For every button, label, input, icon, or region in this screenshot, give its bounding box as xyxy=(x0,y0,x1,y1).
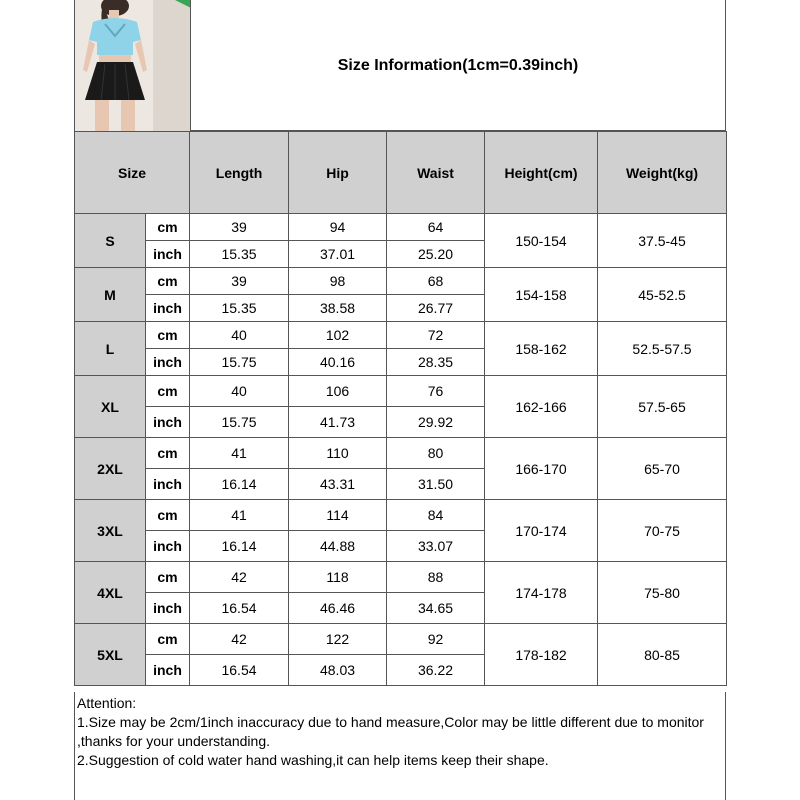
height-range: 178-182 xyxy=(485,624,598,686)
chart-title: Size Information(1cm=0.39inch) xyxy=(337,56,579,74)
table-row xyxy=(75,438,727,469)
length-cm-value: 42 xyxy=(190,624,289,655)
size-rows xyxy=(75,214,727,686)
unit-cm-label: cm xyxy=(146,438,190,469)
length-inch-value: 15.75 xyxy=(190,407,289,438)
waist-inch-value: 36.22 xyxy=(387,655,485,686)
table-row xyxy=(75,376,727,407)
height-range: 170-174 xyxy=(485,500,598,562)
hip-inch-value: 43.31 xyxy=(289,469,387,500)
waist-cm-value: 88 xyxy=(387,562,485,593)
attention-line-3: 2.Suggestion of cold water hand washing,it can help items keep their shape. xyxy=(77,752,549,768)
hip-inch-value: 37.01 xyxy=(289,241,387,268)
weight-range: 80-85 xyxy=(598,624,727,686)
unit-cm-label: cm xyxy=(146,268,190,295)
weight-range: 57.5-65 xyxy=(598,376,727,438)
waist-inch-value: 29.92 xyxy=(387,407,485,438)
unit-inch-label: inch xyxy=(146,349,190,376)
waist-cm-value: 76 xyxy=(387,376,485,407)
column-header-length: Length xyxy=(190,132,289,214)
table-row xyxy=(75,562,727,593)
column-header-size: Size xyxy=(75,132,190,214)
table-row xyxy=(75,500,727,531)
weight-range: 70-75 xyxy=(598,500,727,562)
waist-cm-value: 64 xyxy=(387,214,485,241)
size-label: 3XL xyxy=(75,500,146,562)
unit-cm-label: cm xyxy=(146,322,190,349)
column-header-hip: Hip xyxy=(289,132,387,214)
hip-cm-value: 102 xyxy=(289,322,387,349)
length-cm-value: 39 xyxy=(190,214,289,241)
waist-inch-value: 25.20 xyxy=(387,241,485,268)
size-label: L xyxy=(75,322,146,376)
hip-cm-value: 114 xyxy=(289,500,387,531)
unit-inch-label: inch xyxy=(146,241,190,268)
size-label: 2XL xyxy=(75,438,146,500)
product-photo xyxy=(75,0,191,131)
attention-line-1: 1.Size may be 2cm/1inch inaccuracy due to hand measure,Color may be little different due to monitor xyxy=(77,714,704,730)
waist-cm-value: 72 xyxy=(387,322,485,349)
length-cm-value: 41 xyxy=(190,500,289,531)
hip-inch-value: 44.88 xyxy=(289,531,387,562)
size-label: XL xyxy=(75,376,146,438)
unit-cm-label: cm xyxy=(146,562,190,593)
table-row xyxy=(75,268,727,295)
table-row xyxy=(75,322,727,349)
table-row xyxy=(75,624,727,655)
unit-inch-label: inch xyxy=(146,469,190,500)
unit-inch-label: inch xyxy=(146,655,190,686)
length-inch-value: 16.54 xyxy=(190,655,289,686)
unit-inch-label: inch xyxy=(146,295,190,322)
attention-line-2: ,thanks for your understanding. xyxy=(77,733,271,749)
waist-inch-value: 26.77 xyxy=(387,295,485,322)
length-inch-value: 16.14 xyxy=(190,531,289,562)
height-range: 158-162 xyxy=(485,322,598,376)
table-header-row xyxy=(75,132,727,214)
size-chart xyxy=(74,0,726,800)
length-inch-value: 16.54 xyxy=(190,593,289,624)
hip-cm-value: 122 xyxy=(289,624,387,655)
waist-cm-value: 84 xyxy=(387,500,485,531)
unit-inch-label: inch xyxy=(146,593,190,624)
length-inch-value: 16.14 xyxy=(190,469,289,500)
waist-cm-value: 80 xyxy=(387,438,485,469)
size-table xyxy=(74,131,727,686)
unit-inch-label: inch xyxy=(146,531,190,562)
weight-range: 75-80 xyxy=(598,562,727,624)
hip-cm-value: 118 xyxy=(289,562,387,593)
weight-range: 52.5-57.5 xyxy=(598,322,727,376)
column-header-height: Height(cm) xyxy=(485,132,598,214)
length-cm-value: 42 xyxy=(190,562,289,593)
height-range: 150-154 xyxy=(485,214,598,268)
hip-cm-value: 110 xyxy=(289,438,387,469)
hip-inch-value: 48.03 xyxy=(289,655,387,686)
weight-range: 45-52.5 xyxy=(598,268,727,322)
height-range: 166-170 xyxy=(485,438,598,500)
table-row xyxy=(75,214,727,241)
hip-cm-value: 106 xyxy=(289,376,387,407)
size-label: 4XL xyxy=(75,562,146,624)
hip-inch-value: 46.46 xyxy=(289,593,387,624)
unit-cm-label: cm xyxy=(146,500,190,531)
attention-notes xyxy=(74,692,726,800)
height-range: 174-178 xyxy=(485,562,598,624)
chart-header xyxy=(74,0,726,131)
waist-inch-value: 28.35 xyxy=(387,349,485,376)
length-cm-value: 39 xyxy=(190,268,289,295)
hip-cm-value: 94 xyxy=(289,214,387,241)
length-cm-value: 40 xyxy=(190,322,289,349)
length-inch-value: 15.75 xyxy=(190,349,289,376)
unit-cm-label: cm xyxy=(146,624,190,655)
hip-inch-value: 41.73 xyxy=(289,407,387,438)
length-cm-value: 41 xyxy=(190,438,289,469)
column-header-weight: Weight(kg) xyxy=(598,132,727,214)
column-header-waist: Waist xyxy=(387,132,485,214)
unit-cm-label: cm xyxy=(146,214,190,241)
length-cm-value: 40 xyxy=(190,376,289,407)
height-range: 154-158 xyxy=(485,268,598,322)
size-label: S xyxy=(75,214,146,268)
weight-range: 37.5-45 xyxy=(598,214,727,268)
length-inch-value: 15.35 xyxy=(190,295,289,322)
waist-inch-value: 34.65 xyxy=(387,593,485,624)
waist-inch-value: 33.07 xyxy=(387,531,485,562)
unit-cm-label: cm xyxy=(146,376,190,407)
hip-inch-value: 40.16 xyxy=(289,349,387,376)
attention-heading: Attention: xyxy=(77,695,137,711)
waist-cm-value: 92 xyxy=(387,624,485,655)
weight-range: 65-70 xyxy=(598,438,727,500)
waist-inch-value: 31.50 xyxy=(387,469,485,500)
length-inch-value: 15.35 xyxy=(190,241,289,268)
model-illustration xyxy=(75,0,191,131)
hip-cm-value: 98 xyxy=(289,268,387,295)
size-label: M xyxy=(75,268,146,322)
hip-inch-value: 38.58 xyxy=(289,295,387,322)
size-label: 5XL xyxy=(75,624,146,686)
waist-cm-value: 68 xyxy=(387,268,485,295)
height-range: 162-166 xyxy=(485,376,598,438)
unit-inch-label: inch xyxy=(146,407,190,438)
